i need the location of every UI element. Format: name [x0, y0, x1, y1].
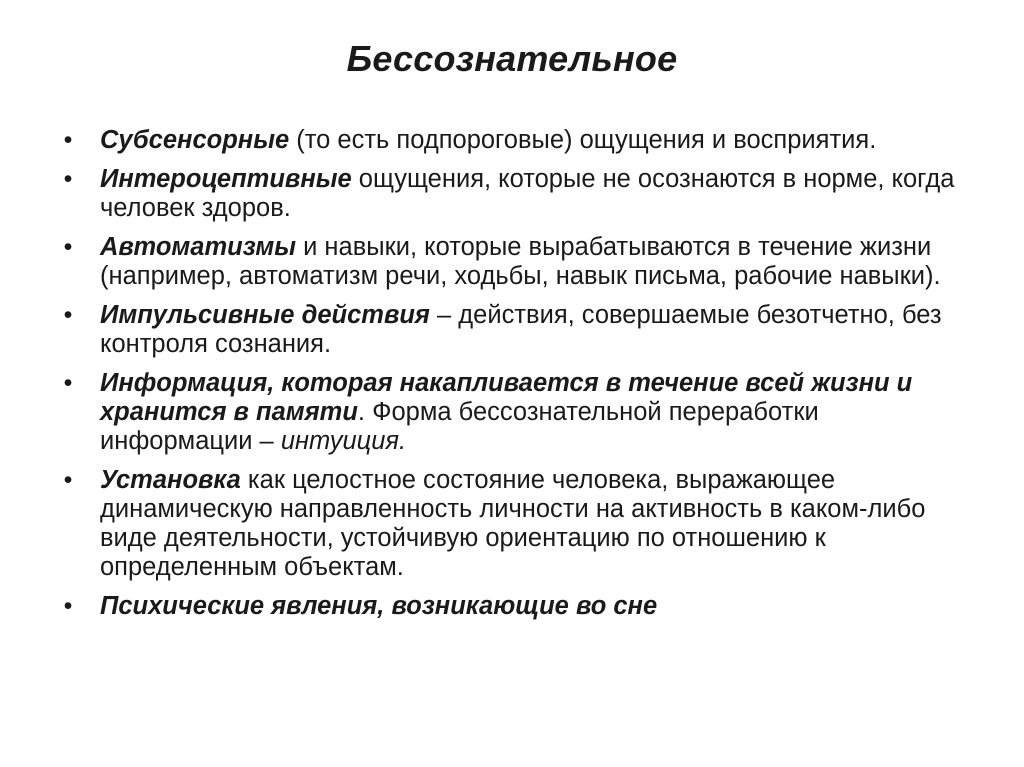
bullet-list	[58, 126, 958, 631]
bullet-key-term: Информация, которая накапливается в течение всей жизни и хранится в памяти	[100, 369, 913, 426]
bullet-item-subsensory	[58, 126, 958, 155]
bullet-text: и навыки, которые вырабатываются в течение жизни (например, автоматизм речи, ходьбы, навык письма, рабочие навыки).	[100, 233, 941, 290]
bullet-key-term: Установка	[100, 466, 241, 494]
bullet-key-term: Автоматизмы	[100, 233, 297, 261]
bullet-item-interoceptive	[58, 165, 958, 223]
bullet-item-dream-phenomena	[58, 592, 958, 621]
bullet-key-term: Импульсивные действия	[100, 301, 430, 329]
bullet-text: . Форма бессознательной переработки информации –	[100, 398, 819, 455]
bullet-item-impulsive-actions	[58, 301, 958, 359]
bullet-key-term: Субсенсорные	[100, 126, 290, 154]
bullet-dot-icon: •	[63, 126, 73, 154]
bullet-key-term: Интероцептивные	[100, 165, 352, 193]
slide-title: Бессознательное	[346, 38, 678, 79]
bullet-text: как целостное состояние человека, выражающее динамическую направленность личности на активность в каком-либо виде деятельности, устойчивую ориентацию по отношению к определенным объектам.	[100, 466, 926, 581]
bullet-dot-icon: •	[63, 592, 73, 620]
bullet-text: ощущения, которые не осознаются в норме, когда человек здоров.	[100, 165, 955, 222]
bullet-dot-icon: •	[63, 233, 73, 261]
bullet-italic-term: интуиция.	[280, 427, 407, 455]
bullet-dot-icon: •	[63, 301, 73, 329]
bullet-text: (то есть подпороговые) ощущения и восприятия.	[289, 126, 877, 154]
bullet-dot-icon: •	[63, 165, 73, 193]
bullet-item-set	[58, 466, 958, 582]
bullet-item-automatisms	[58, 233, 958, 291]
bullet-dot-icon: •	[63, 466, 73, 494]
bullet-key-term: Психические явления, возникающие во сне	[100, 592, 658, 620]
bullet-dot-icon: •	[63, 369, 73, 397]
bullet-text: – действия, совершаемые безотчетно, без контроля сознания.	[100, 301, 942, 358]
bullet-item-information	[58, 369, 958, 456]
